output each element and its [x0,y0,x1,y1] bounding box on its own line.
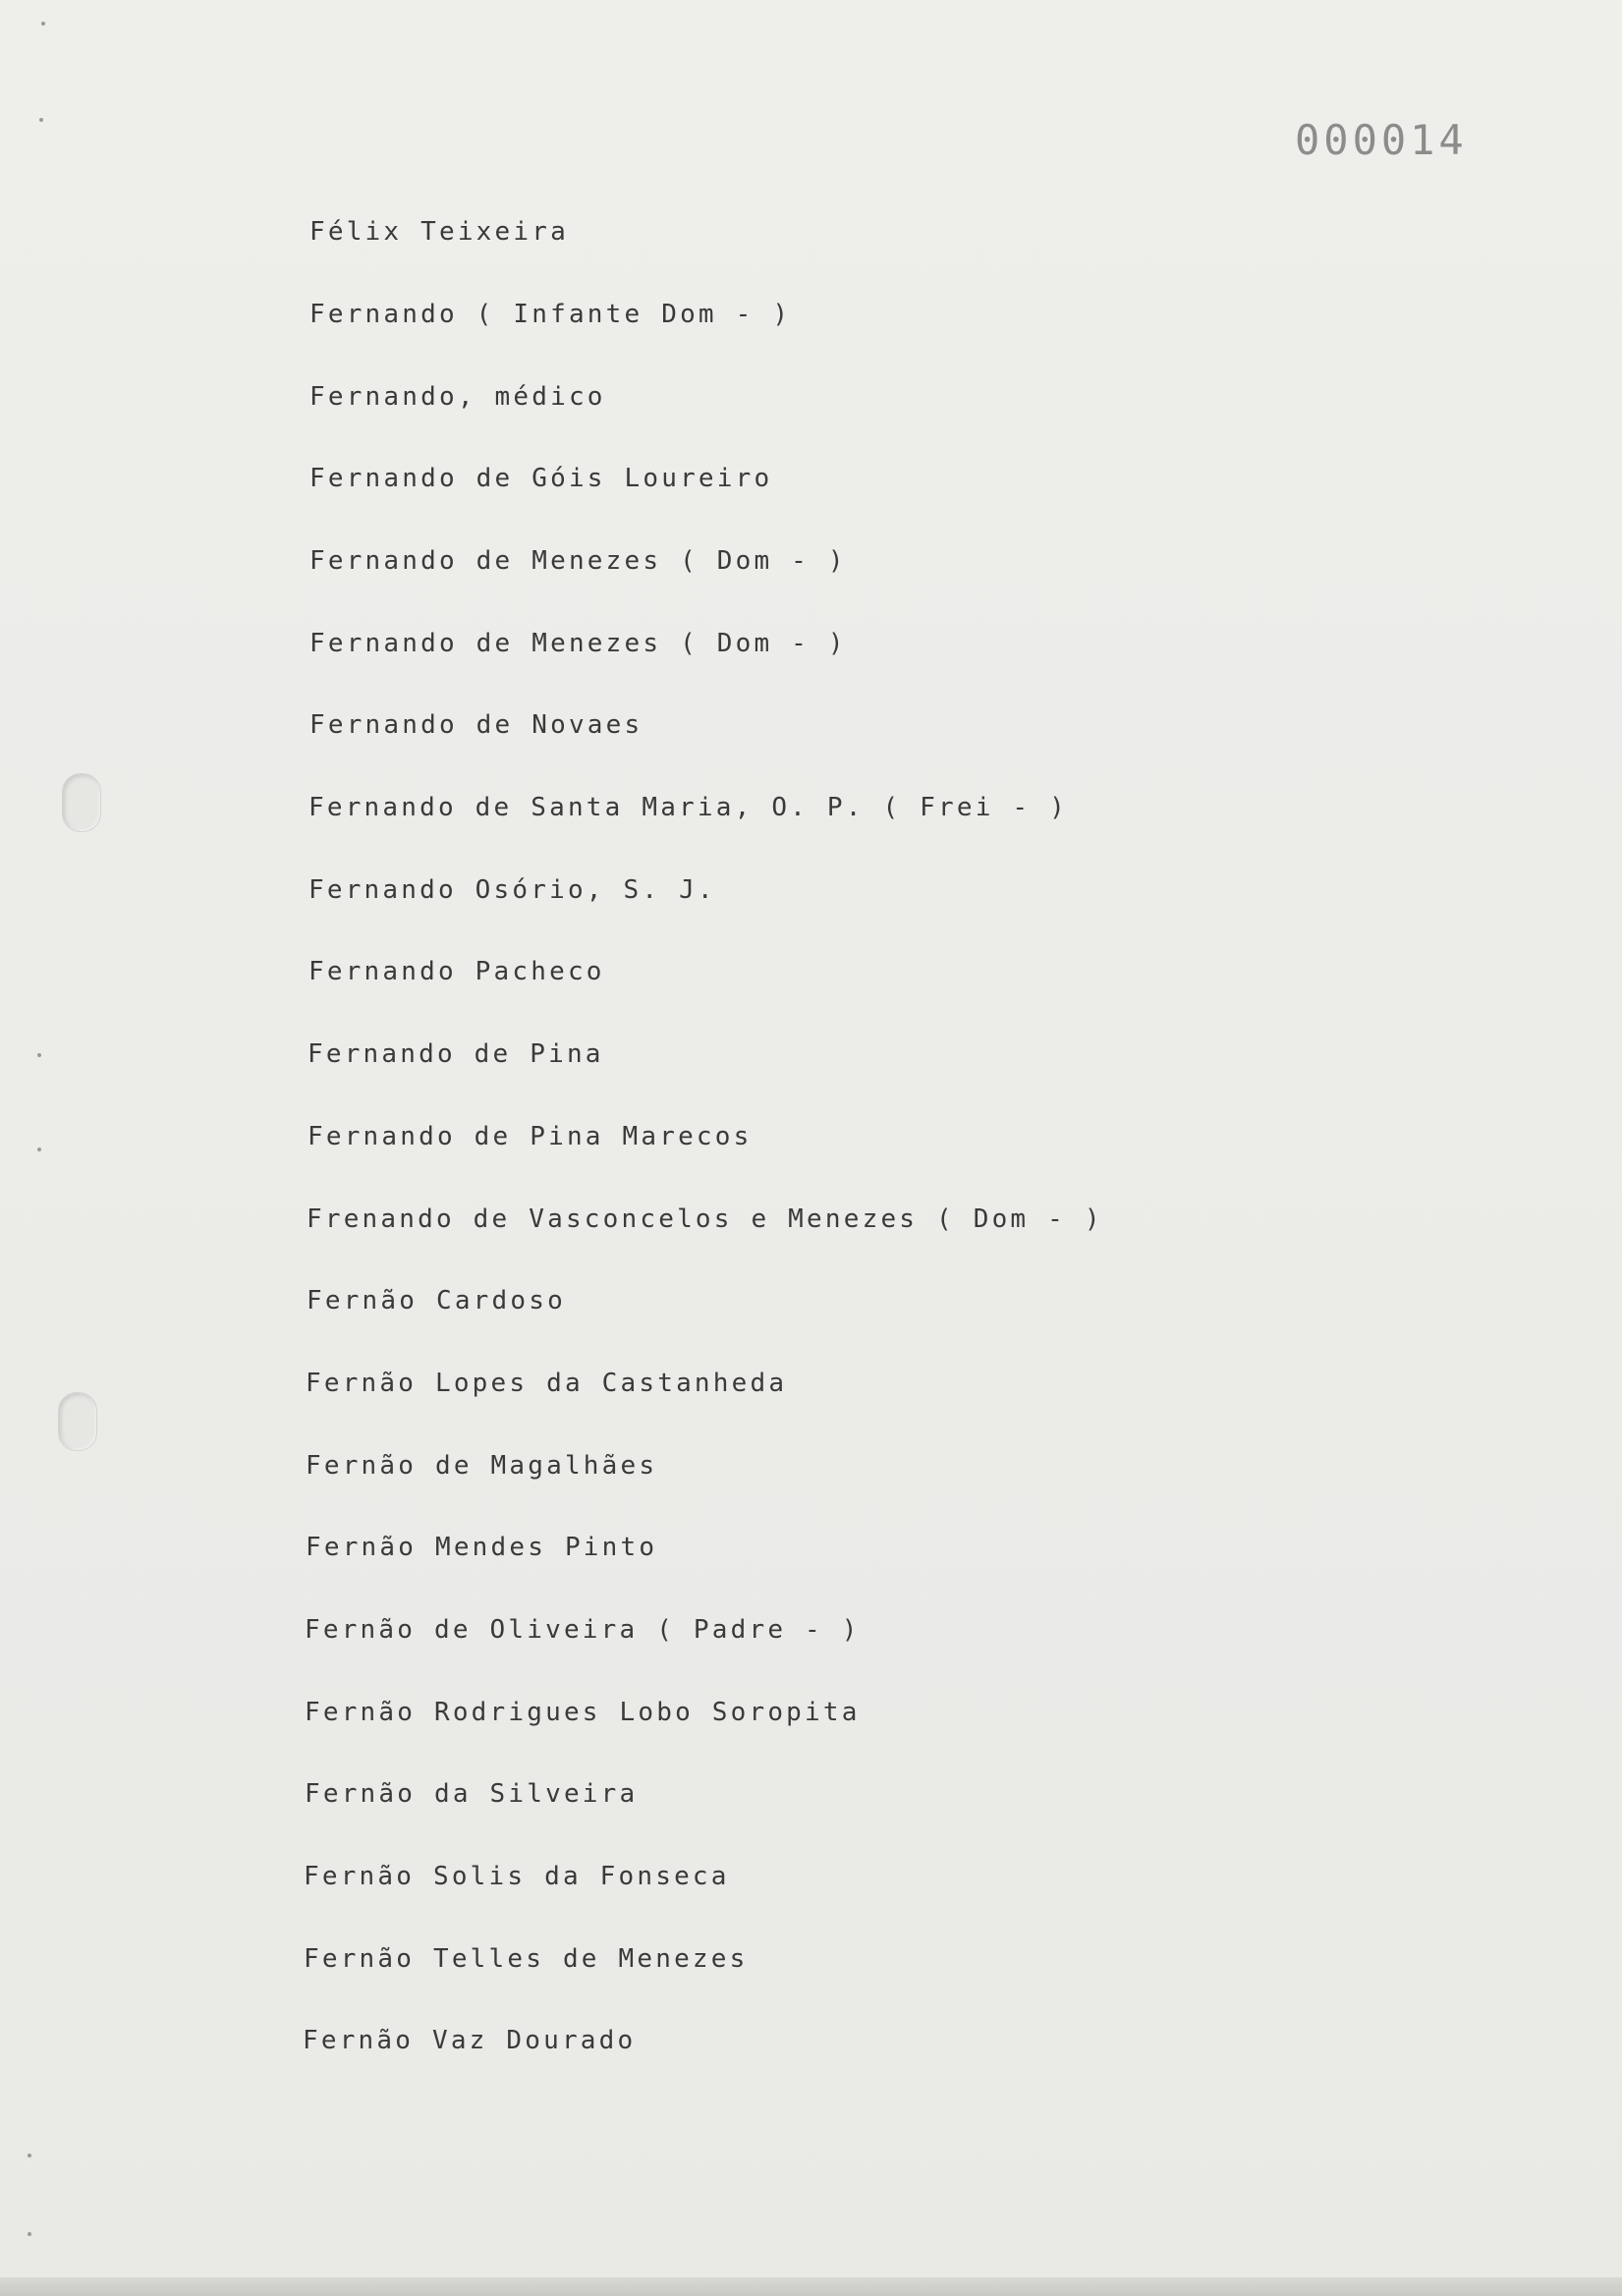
list-item: Fernão Rodrigues Lobo Soropita [305,1698,861,1727]
list-item: Fernando Osório, S. J. [308,875,716,905]
list-item: Fernando ( Infante Dom - ) [309,300,792,329]
page-number: 000014 [1295,116,1468,164]
list-item: Fernão Cardoso [307,1286,566,1316]
list-item: Fernão Lopes da Castanheda [306,1369,788,1398]
list-item: Fernando, médico [309,382,606,412]
paper-speck [37,1053,41,1057]
list-item: Fernando de Menezes ( Dom - ) [309,629,847,658]
punch-hole-lower [58,1392,97,1451]
paper-speck [28,2154,31,2157]
list-item: Fernando Pacheco [308,957,605,986]
list-item: Fernando de Novaes [309,710,643,740]
list-item: Fernando de Góis Loureiro [309,464,773,493]
paper-speck [37,1148,41,1151]
paper-speck [28,2232,31,2236]
list-item: Frenando de Vasconcelos e Menezes ( Dom - ) [307,1204,1103,1234]
paper-speck [41,22,45,26]
punch-hole-upper [62,773,101,832]
list-item: Fernão de Magalhães [306,1451,658,1481]
paper-speck [39,118,43,122]
list-item: Fernando de Santa Maria, O. P. ( Frei - ) [308,793,1068,822]
list-item: Fernando de Pina Marecos [308,1122,753,1151]
list-item: Fernando de Menezes ( Dom - ) [309,546,847,576]
list-item: Fernão de Oliveira ( Padre - ) [305,1615,861,1645]
list-item: Fernão Mendes Pinto [306,1533,658,1562]
list-item: Fernão da Silveira [305,1779,639,1809]
list-item: Fernão Telles de Menezes [304,1944,749,1974]
list-item: Fernão Solis da Fonseca [304,1862,730,1891]
scan-edge [0,2277,1622,2296]
list-item: Fernão Vaz Dourado [303,2026,637,2055]
list-item: Fernando de Pina [308,1039,604,1069]
list-item: Félix Teixeira [309,217,569,247]
